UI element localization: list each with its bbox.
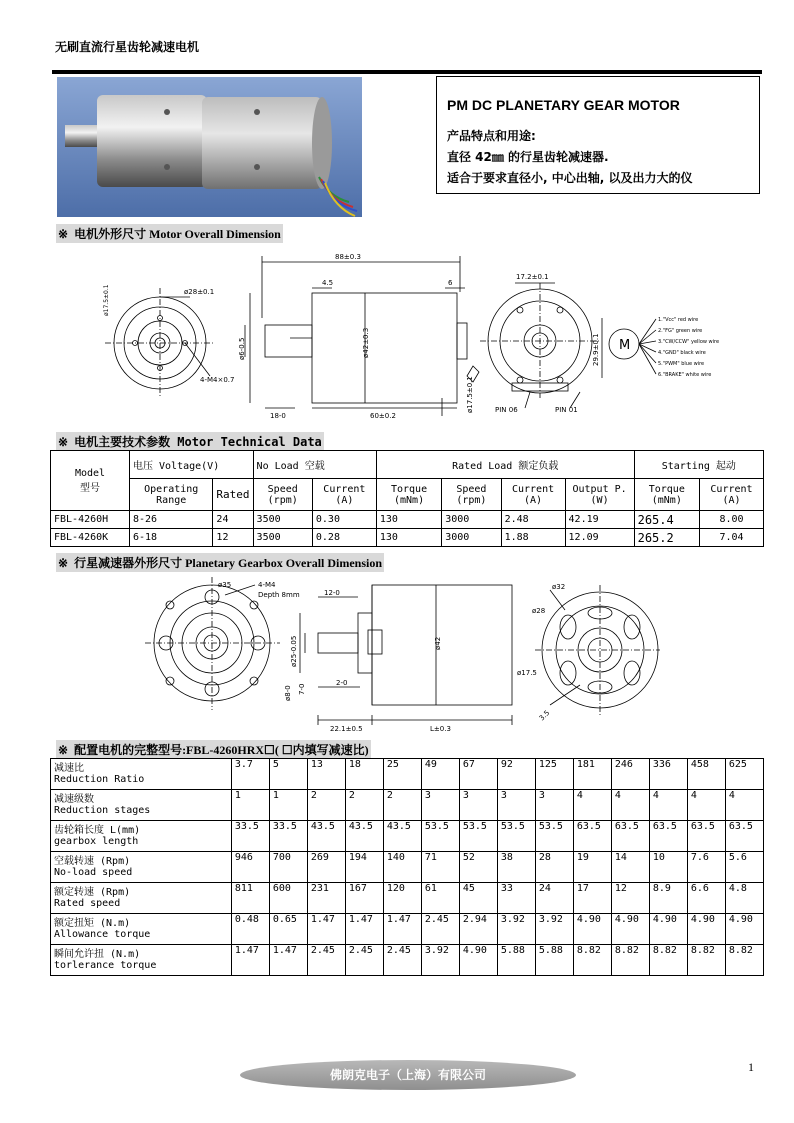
cell: 130 — [376, 529, 441, 547]
table-row — [51, 914, 764, 945]
gearbox-dimension-drawing — [140, 575, 660, 735]
wire-label: 2."FG" green wire — [658, 328, 703, 334]
cell: 125 — [535, 759, 573, 790]
dim-18: 18-0 — [270, 412, 286, 420]
cell: 4 — [725, 790, 763, 821]
wire-label: 1."Vcc" red wire — [658, 317, 699, 323]
cell: 2 — [345, 790, 383, 821]
cell: 24 — [535, 883, 573, 914]
cell: 14 — [611, 852, 649, 883]
product-info-box — [436, 76, 760, 194]
dim-22-1: 22.1±0.5 — [330, 725, 363, 733]
cell: 7.6 — [687, 852, 725, 883]
cell: 45 — [459, 883, 497, 914]
row-label — [51, 790, 232, 821]
cell: 2.45 — [307, 945, 345, 976]
row-label — [51, 914, 232, 945]
cell: 5 — [269, 759, 307, 790]
sub-speed: Speed (rpm) — [442, 479, 501, 511]
wire-label: 4."GND" black wire — [658, 350, 706, 356]
cell: 4 — [649, 790, 687, 821]
cell: 38 — [497, 852, 535, 883]
dim-L: L±0.3 — [430, 725, 451, 733]
cell: 92 — [497, 759, 535, 790]
cell: 1.47 — [269, 945, 307, 976]
cell: 49 — [421, 759, 459, 790]
section-mark: ※ — [58, 227, 69, 241]
cell: 700 — [269, 852, 307, 883]
row-label-cn: 齿轮箱长度 L(mm) — [54, 825, 141, 836]
cell: 265.4 — [634, 511, 699, 529]
cell: 2.45 — [421, 914, 459, 945]
cell: 43.5 — [383, 821, 421, 852]
cell: 3500 — [253, 529, 312, 547]
dim-4-5: 4.5 — [322, 279, 334, 287]
table-row — [51, 790, 764, 821]
row-label-en: Reduction stages — [54, 805, 151, 816]
features-line-1: 直径 42㎜ 的行星齿轮减速器. — [447, 150, 609, 164]
cell: 2.45 — [345, 945, 383, 976]
cell: 8.82 — [573, 945, 611, 976]
sub-rated: Rated — [213, 479, 253, 511]
company-name: 佛朗克电子（上海）有限公司 — [329, 1068, 486, 1082]
sub-operating-range: Operating Range — [130, 479, 213, 511]
section-label: 配置电机的完整型号:FBL-4260HRX☐( ☐内填写减速比) — [74, 743, 369, 757]
dim-6-h: ø6-0.5 — [238, 337, 246, 360]
pin-01-label: PIN 01 — [555, 406, 578, 414]
cell: 1.47 — [231, 945, 269, 976]
cell: 10 — [649, 852, 687, 883]
section-label: 电机外形尺寸 Motor Overall Dimension — [74, 227, 281, 241]
motor-dimension-drawing — [100, 248, 740, 428]
cell: 811 — [231, 883, 269, 914]
cell: 63.5 — [573, 821, 611, 852]
cell: 458 — [687, 759, 725, 790]
cell: 8.82 — [611, 945, 649, 976]
cell: 71 — [421, 852, 459, 883]
cell: 61 — [421, 883, 459, 914]
table-row — [51, 852, 764, 883]
features-heading: 产品特点和用途: — [447, 129, 536, 143]
section-technical-data — [56, 432, 324, 451]
sub-current: Current (A) — [312, 479, 376, 511]
cell: 269 — [307, 852, 345, 883]
section-mark: ※ — [58, 556, 69, 570]
row-label-en: torlerance torque — [54, 960, 157, 971]
header-model-en: Model — [74, 467, 106, 479]
cell: 67 — [459, 759, 497, 790]
table-row — [51, 883, 764, 914]
cell: 5.6 — [725, 852, 763, 883]
row-label-en: Allowance torque — [54, 929, 151, 940]
row-label-en: Reduction Ratio — [54, 774, 145, 785]
cell: 63.5 — [725, 821, 763, 852]
header-model-cn: 型号 — [80, 482, 100, 494]
cell: FBL-4260K — [51, 529, 130, 547]
dim-29-9: 29.9±0.1 — [592, 333, 600, 366]
cell: 5.88 — [535, 945, 573, 976]
cell: 24 — [213, 511, 253, 529]
cell: 120 — [383, 883, 421, 914]
cell: 3 — [535, 790, 573, 821]
cell: 53.5 — [535, 821, 573, 852]
table-row — [51, 511, 764, 529]
cell: 4 — [573, 790, 611, 821]
cell: 3.92 — [421, 945, 459, 976]
cell: 8-26 — [130, 511, 213, 529]
cell: 8.00 — [699, 511, 763, 529]
cell: 2.45 — [383, 945, 421, 976]
table-row — [51, 821, 764, 852]
row-label-cn: 减速级数 — [54, 794, 94, 805]
header-rule — [52, 70, 762, 74]
dim-42: ø42 — [434, 636, 442, 650]
cell: 0.28 — [312, 529, 376, 547]
dim-17-5b: ø17.5±0.1 — [466, 376, 474, 413]
row-label-cn: 瞬间允许扭 (N.m) — [54, 949, 141, 960]
cell: 33 — [497, 883, 535, 914]
cell: 63.5 — [687, 821, 725, 852]
wire-label: 3."CW/CCW" yellow wire — [658, 339, 720, 345]
dim-m4: 4-M4×0.7 — [200, 376, 235, 384]
cell: 52 — [459, 852, 497, 883]
row-label — [51, 945, 232, 976]
features-line-2: 适合于要求直径小, 中心出轴, 以及出力大的仪 — [447, 171, 693, 185]
cell: 12 — [213, 529, 253, 547]
page-number: 1 — [748, 1060, 754, 1074]
sub-torque: Torque (mNm) — [376, 479, 441, 511]
cell: 8.82 — [725, 945, 763, 976]
dim-2: 2-0 — [336, 679, 348, 687]
cell: 3000 — [442, 529, 501, 547]
section-motor-dimension — [56, 224, 283, 243]
cell: 3.7 — [231, 759, 269, 790]
cell: 4.8 — [725, 883, 763, 914]
section-mark: ※ — [58, 743, 69, 757]
cell: 2.48 — [501, 511, 565, 529]
cell: 42.19 — [565, 511, 634, 529]
cell: 1.88 — [501, 529, 565, 547]
cell: 19 — [573, 852, 611, 883]
cell: 3.92 — [497, 914, 535, 945]
cell: 4 — [687, 790, 725, 821]
cell: 4.90 — [725, 914, 763, 945]
row-label-cn: 额定扭矩 (N.m) — [54, 918, 131, 929]
row-label-en: gearbox length — [54, 836, 139, 847]
dim-35: ø35 — [218, 581, 232, 589]
cell: 946 — [231, 852, 269, 883]
cell: 33.5 — [231, 821, 269, 852]
cell: 43.5 — [307, 821, 345, 852]
product-title: PM DC PLANETARY GEAR MOTOR — [447, 97, 680, 113]
cell: 13 — [307, 759, 345, 790]
sub-current: Current (A) — [501, 479, 565, 511]
cell: 28 — [535, 852, 573, 883]
motor-photo — [57, 77, 362, 217]
cell: 0.30 — [312, 511, 376, 529]
cell: 246 — [611, 759, 649, 790]
cell: 3 — [421, 790, 459, 821]
cell: 4.90 — [611, 914, 649, 945]
cell: 63.5 — [611, 821, 649, 852]
cell: 5.88 — [497, 945, 535, 976]
cell: 17 — [573, 883, 611, 914]
cell: 1.47 — [383, 914, 421, 945]
cell: 3 — [459, 790, 497, 821]
row-label-cn: 额定转速 (Rpm) — [54, 887, 131, 898]
header-starting: Starting 起动 — [634, 451, 763, 479]
cell: 25 — [383, 759, 421, 790]
cell: 53.5 — [459, 821, 497, 852]
cell: 336 — [649, 759, 687, 790]
cell: 53.5 — [421, 821, 459, 852]
row-label — [51, 852, 232, 883]
cell: 2 — [307, 790, 345, 821]
section-configuration — [56, 740, 371, 759]
cell: 4.90 — [573, 914, 611, 945]
cell: 18 — [345, 759, 383, 790]
cell: 8.82 — [687, 945, 725, 976]
cell: 6.6 — [687, 883, 725, 914]
wire-label: 6."BRAKE" white wire — [658, 372, 712, 378]
cell: 181 — [573, 759, 611, 790]
table-row — [51, 945, 764, 976]
sub-current: Current (A) — [699, 479, 763, 511]
motor-symbol: M — [619, 338, 631, 353]
cell: FBL-4260H — [51, 511, 130, 529]
depth-label: Depth 8mm — [258, 591, 300, 599]
table-row — [51, 529, 764, 547]
reduction-table — [50, 758, 764, 976]
technical-data-table — [50, 450, 764, 547]
cell: 140 — [383, 852, 421, 883]
dim-8: ø8-0 — [284, 685, 292, 701]
dim-88: 88±0.3 — [335, 253, 361, 261]
cell: 12.09 — [565, 529, 634, 547]
dim-17-2: 17.2±0.1 — [516, 273, 549, 281]
section-gearbox-dimension — [56, 553, 384, 572]
cell: 0.65 — [269, 914, 307, 945]
dim-12: 12-0 — [324, 589, 340, 597]
cell: 8.9 — [649, 883, 687, 914]
cell: 600 — [269, 883, 307, 914]
dim-32: ø32 — [552, 583, 566, 591]
cell: 3000 — [442, 511, 501, 529]
header-model — [51, 451, 130, 511]
cell: 8.82 — [649, 945, 687, 976]
row-label-en: Rated speed — [54, 898, 121, 909]
dim-6: 6 — [448, 279, 453, 287]
row-label-cn: 空载转速 (Rpm) — [54, 856, 131, 867]
dim-3-5: 3.5 — [537, 708, 552, 723]
sub-torque: Torque (mNm) — [634, 479, 699, 511]
dim-60: 60±0.2 — [370, 412, 396, 420]
cell: 53.5 — [497, 821, 535, 852]
cell: 3 — [497, 790, 535, 821]
dim-m4: 4-M4 — [258, 581, 276, 589]
cell: 1 — [269, 790, 307, 821]
cell: 4.90 — [459, 945, 497, 976]
cell: 130 — [376, 511, 441, 529]
section-label: 电机主要技术参数 Motor Technical Data — [74, 435, 322, 449]
dim-25: ø25-0.05 — [290, 635, 298, 667]
cell: 3.92 — [535, 914, 573, 945]
sub-speed: Speed (rpm) — [253, 479, 312, 511]
cell: 4.90 — [687, 914, 725, 945]
cell: 265.2 — [634, 529, 699, 547]
row-label-en: No-load speed — [54, 867, 133, 878]
row-label — [51, 821, 232, 852]
section-label: 行星减速器外形尺寸 Planetary Gearbox Overall Dimension — [74, 556, 383, 570]
cell: 6-18 — [130, 529, 213, 547]
cell: 231 — [307, 883, 345, 914]
row-label-cn: 减速比 — [54, 763, 84, 774]
motor-photo-image — [57, 77, 362, 217]
page-title: 无刷直流行星齿轮减速电机 — [55, 40, 200, 54]
cell: 3500 — [253, 511, 312, 529]
header-voltage: 电压 Voltage(V) — [130, 451, 254, 479]
dim-28: ø28±0.1 — [184, 288, 215, 296]
cell: 194 — [345, 852, 383, 883]
cell: 4 — [611, 790, 649, 821]
cell: 43.5 — [345, 821, 383, 852]
pin-06-label: PIN 06 — [495, 406, 518, 414]
cell: 63.5 — [649, 821, 687, 852]
cell: 167 — [345, 883, 383, 914]
cell: 33.5 — [269, 821, 307, 852]
cell: 12 — [611, 883, 649, 914]
cell: 4.90 — [649, 914, 687, 945]
dim-42: ø42±0.3 — [362, 327, 370, 358]
wire-label: 5."PWM" blue wire — [658, 361, 705, 367]
header-rated-load: Rated Load 额定负载 — [376, 451, 634, 479]
cell: 7.04 — [699, 529, 763, 547]
sub-output: Output P. (W) — [565, 479, 634, 511]
cell: 1.47 — [307, 914, 345, 945]
row-label — [51, 759, 232, 790]
cell: 1 — [231, 790, 269, 821]
table-row — [51, 759, 764, 790]
dim-28: ø28 — [532, 607, 546, 615]
cell: 2.94 — [459, 914, 497, 945]
cell: 0.48 — [231, 914, 269, 945]
dim-17-5: ø17.5 — [517, 669, 537, 677]
row-label — [51, 883, 232, 914]
cell: 1.47 — [345, 914, 383, 945]
header-no-load: No Load 空载 — [253, 451, 376, 479]
dim-7: 7-0 — [298, 683, 306, 695]
cell: 625 — [725, 759, 763, 790]
dim-17-5: ø17.5±0.1 — [103, 284, 110, 316]
cell: 2 — [383, 790, 421, 821]
section-mark: ※ — [58, 435, 69, 449]
